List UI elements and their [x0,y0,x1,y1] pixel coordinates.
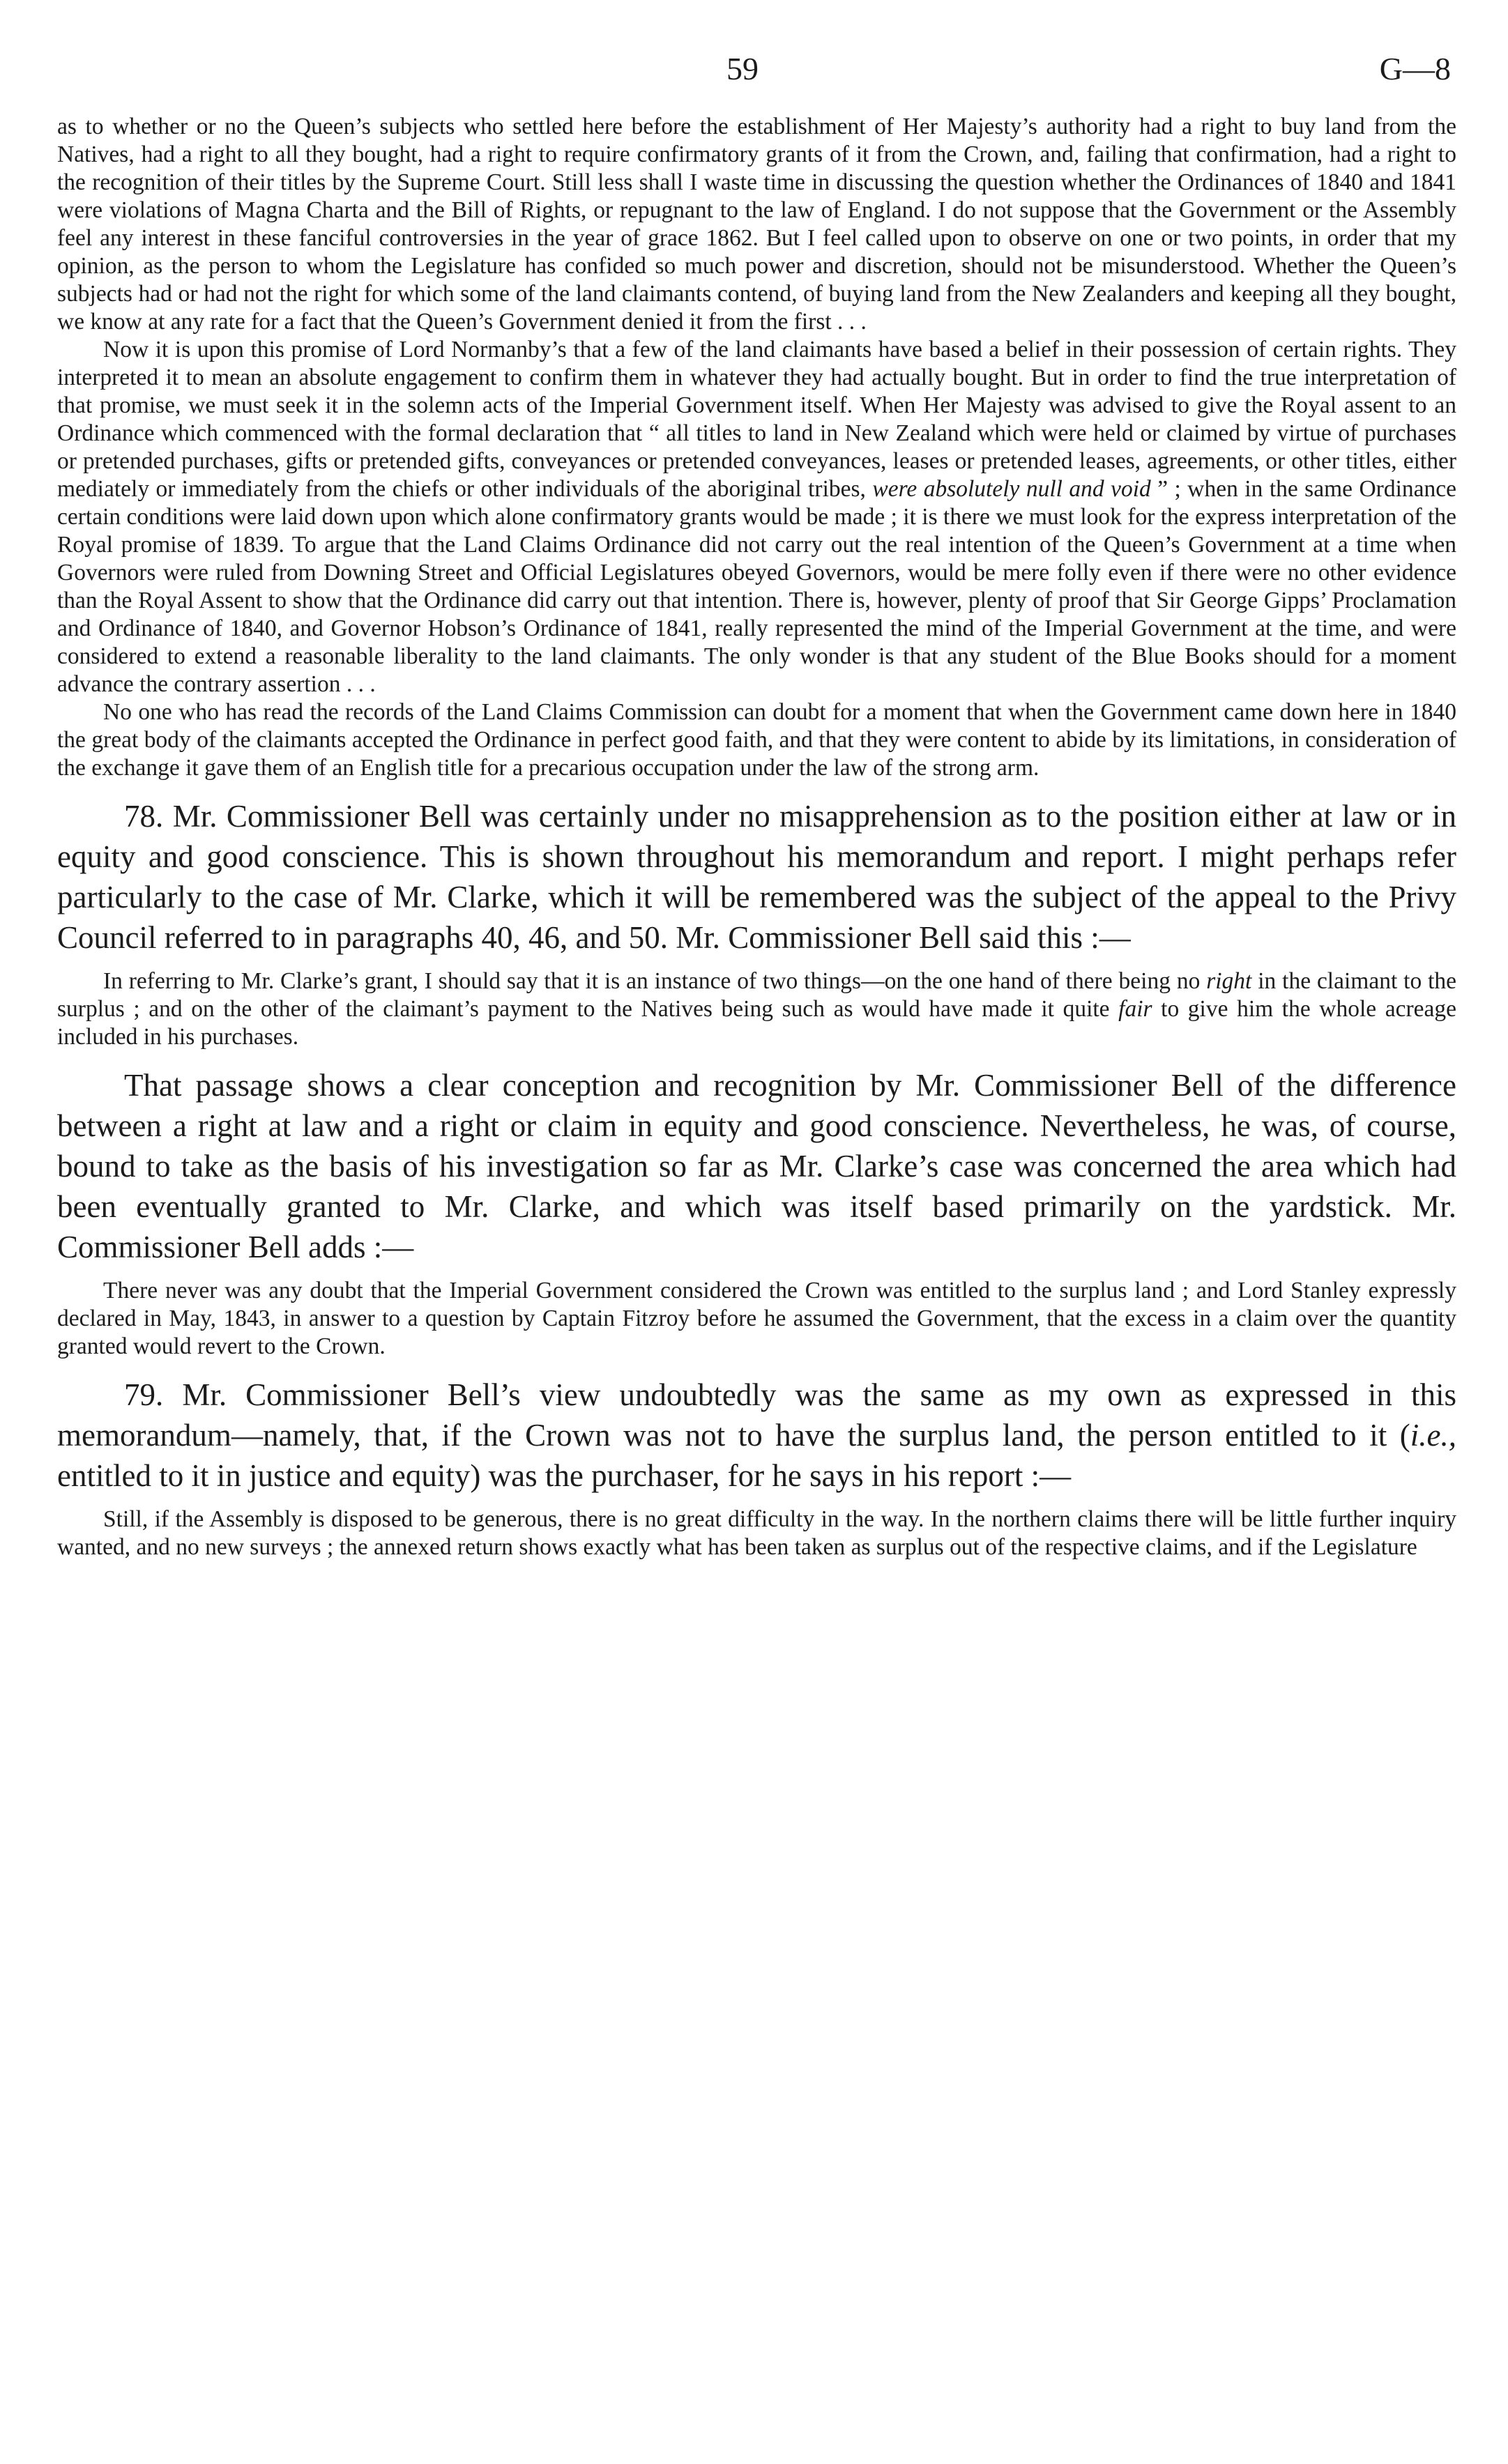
quote-1-paragraph-2-part-b: ” ; when in the same Ordinance certain conditions were laid down upon which alone confirmatory grants would be made ; it is there we must look for the express interpretation of the Royal promise of 1839. To argue that the Land Claims Ordinance did not carry out the real intention of the Queen’s Government at a time when Governors were ruled from Downing Street and Official Legislatures obeyed Governors, would be mere folly even if there were no other evidence than the Royal Assent to show that the Ordinance did carry out that intention. There is, however, plenty of proof that Sir George Gipps’ Proclamation and Ordinance of 1840, and Governor Hobson’s Ordinance of 1841, really represented the mind of the Imperial Government at the time, and were considered to extend a reasonable liberality to the land claimants. The only wonder is that any student of the Blue Books should for a moment advance the contrary assertion . . . [57,476,1456,697]
document-reference: G—8 [1379,51,1451,86]
quote-4: Still, if the Assembly is disposed to be generous, there is no great difficulty in the way. In the northern claims there will be little further inquiry wanted, and no new surveys ; the annexed return shows exactly what has been taken as surplus out of the respective claims, and if the Legislature [57,1506,1456,1560]
quote-2-part-c: to give him the whole acreage included in his purchases. [57,996,1456,1050]
page-header [57,50,1456,113]
document-page [57,50,1456,2434]
paragraph-78-continued: That passage shows a clear conception and recognition by Mr. Commissioner Bell of the difference between a right at law and a right or claim in equity and good conscience. Nevertheless, he was, of course, bound to take as the basis of his investigation so far as Mr. Clarke’s case was concerned the area which had been eventually granted to Mr. Clarke, and which was itself based primarily on the yardstick. Mr. Commissioner Bell adds :— [57,1068,1456,1264]
quote-2 [57,967,1456,1051]
quote-1-paragraph-2 [57,336,1456,698]
paragraph-79-part-b: entitled to it in justice and equity) was the purchaser, for he says in his report :— [57,1458,1072,1493]
quote-1-paragraph-2-part-a: Now it is upon this promise of Lord Normanby’s that a few of the land claimants have based a belief in their possession of certain rights. They interpreted it to mean an absolute engagement to confirm them in whatever they had actually bought. But in order to find the true interpretation of that promise, we must seek it in the solemn acts of the Imperial Government itself. When Her Majesty was advised to give the Royal assent to an Ordinance which commenced with the formal declaration that “ all titles to land in New Zealand which were held or claimed by virtue of purchases or pretended purchases, gifts or pretended gifts, conveyances or pretended conveyances, leases or pretended leases, agreements, or other titles, either mediately or immediately from the chiefs or other individuals of the aboriginal tribes, [57,337,1456,502]
quote-1-paragraph-3: No one who has read the records of the Land Claims Commission can doubt for a moment that when the Government came down here in 1840 the great body of the claimants accepted the Ordinance in perfect good faith, and that they were content to abide by its limitations, in consideration of the exchange it gave them of an English title for a precarious occupation under the law of the strong arm. [57,699,1456,781]
paragraph-79 [57,1375,1456,1496]
quote-1-paragraph-1: as to whether or no the Queen’s subjects who settled here before the establishment of Her Majesty’s authority had a right to buy land from the Natives, had a right to all they bought, had a right to require confirmatory grants of it from the Crown, and, failing that confirmation, had a right to the recognition of their titles by the Supreme Court. Still less shall I waste time in discussing the question whether the Ordinances of 1840 and 1841 were violations of Magna Charta and the Bill of Rights, or repugnant to the law of England. I do not suppose that the Government or the Assembly feel any interest in these fanciful controversies in the year of grace 1862. But I feel called upon to observe on one or two points, in order that my opinion, as the person to whom the Legislature has confided so much power and discretion, should not be misunderstood. Whether the Queen’s subjects had or had not the right for which some of the land claimants contend, of buying land from the New Zealanders and keeping all they bought, we know at any rate for a fact that the Queen’s Government denied it from the first . . . [57,114,1456,335]
paragraph-79-part-a: 79. Mr. Commissioner Bell’s view undoubtedly was the same as my own as expressed in this memorandum—namely, that, if the Crown was not to have the surplus land, the person entitled to it ( [57,1377,1456,1453]
quote-2-emphasis-fair: fair [1118,996,1152,1022]
quote-2-emphasis-right: right [1206,968,1252,994]
quote-3: There never was any doubt that the Imperial Government considered the Crown was entitled to the surplus land ; and Lord Stanley expressly declared in May, 1843, in answer to a question by Captain Fitzroy before he assumed the Government, that the excess in a claim over the quantity granted would revert to the Crown. [57,1278,1456,1359]
page-number: 59 [726,51,759,86]
paragraph-78: 78. Mr. Commissioner Bell was certainly under no misapprehension as to the position either at law or in equity and good conscience. This is shown throughout his memorandum and report. I might perhaps refer particularly to the case of Mr. Clarke, which it will be remembered was the subject of the appeal to the Privy Council referred to in paragraphs 40, 46, and 50. Mr. Commissioner Bell said this :— [57,799,1456,955]
quote-2-part-a: In referring to Mr. Clarke’s grant, I should say that it is an instance of two things—on the one hand of there being no [103,968,1207,994]
paragraph-79-emphasis: i.e., [1410,1418,1456,1453]
quote-2-part-b: in the claimant to the surplus ; and on the other of the claimant’s payment to the Natives being such as would have made it quite [57,968,1456,1022]
quote-1-emphasis: were absolutely null and void [872,476,1151,502]
